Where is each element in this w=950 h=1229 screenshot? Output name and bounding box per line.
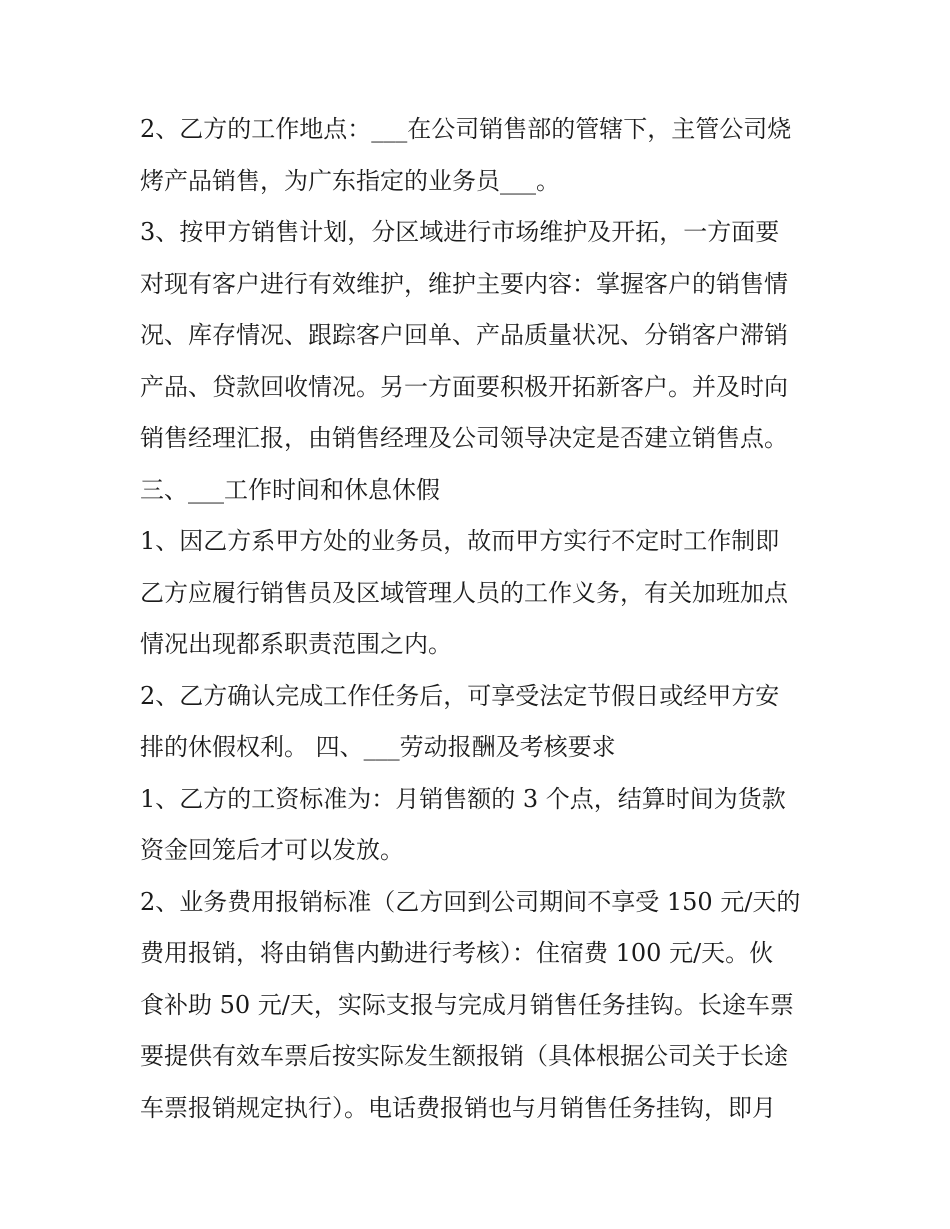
text-line: 产品、贷款回收情况。另一方面要积极开拓新客户。并及时向: [140, 372, 788, 401]
text-line: 乙方应履行销售员及区域管理人员的工作义务，有关加班加点: [140, 578, 788, 607]
text-line: 1、因乙方系甲方处的业务员，故而甲方实行不定时工作制即: [140, 527, 780, 555]
section-heading: 三、___工作时间和休息休假: [140, 475, 440, 504]
text-line: 排的休假权利。 四、___劳动报酬及考核要求: [140, 733, 616, 761]
text-line: 车票报销规定执行）。电话费报销也与月销售任务挂钩，即月: [140, 1093, 776, 1122]
text-line: 2、乙方确认完成工作任务后，可享受法定节假日或经甲方安: [140, 681, 780, 710]
text-line: 2、乙方的工作地点：___在公司销售部的管辖下，主管公司烧: [140, 115, 792, 143]
text-line: 2、业务费用报销标准（乙方回到公司期间不享受 150 元/天的: [140, 887, 801, 916]
text-line: 况、库存情况、跟踪客户回单、产品质量状况、分销客户滞销: [140, 321, 788, 349]
text-line: 食补助 50 元/天，实际支报与完成月销售任务挂钩。长途车票: [140, 990, 794, 1019]
text-line: 烤产品销售，为广东指定的业务员___。: [140, 166, 560, 195]
text-line: 要提供有效车票后按实际发生额报销（具体根据公司关于长途: [140, 1042, 788, 1070]
text-line: 对现有客户进行有效维护，维护主要内容：掌握客户的销售情: [140, 269, 788, 298]
text-line: 销售经理汇报，由销售经理及公司领导决定是否建立销售点。: [140, 424, 788, 452]
text-line: 情况出现都系职责范围之内。: [140, 630, 452, 658]
contract-body-text: [140, 104, 820, 1134]
text-line: 3、按甲方销售计划，分区域进行市场维护及开拓，一方面要: [140, 218, 780, 246]
text-line: 1、乙方的工资标准为：月销售额的 3 个点，结算时间为货款: [140, 784, 786, 813]
text-line: 资金回笼后才可以发放。: [140, 836, 404, 864]
text-line: 费用报销，将由销售内勤进行考核）：住宿费 100 元/天。伙: [140, 939, 774, 967]
